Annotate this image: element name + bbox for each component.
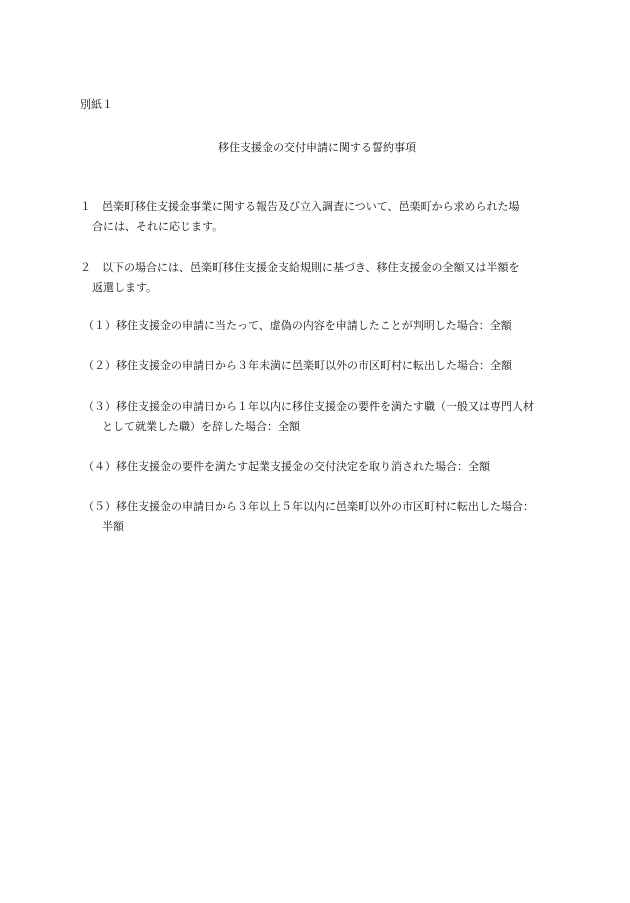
refund-case-5 [83,497,534,537]
document-title: 移住支援金の交付申請に関する誓約事項 [218,141,416,154]
pledge-item-number: １ [80,200,91,213]
refund-case-text-line2: として就業した職）を辞した場合：全額 [102,420,300,433]
pledge-item-2 [80,258,520,298]
pledge-item-text-line2: 合には、それに応じます。 [92,220,224,233]
appendix-label: 別紙１ [80,98,113,111]
pledge-item-number: ２ [80,261,91,274]
refund-case-1 [83,316,512,336]
refund-case-2 [83,356,512,376]
refund-case-text-line1: （５）移住支援金の申請日から３年以上５年以内に邑楽町以外の市区町村に転出した場合： [83,500,534,513]
refund-case-4 [83,457,490,477]
pledge-item-text-line2: 返還します。 [92,281,158,294]
refund-case-text: （２）移住支援金の申請日から３年未満に邑楽町以外の市区町村に転出した場合：全額 [83,359,512,372]
refund-case-text: （１）移住支援金の申請に当たって、虚偽の内容を申請したことが判明した場合：全額 [83,319,512,332]
refund-case-text: （４）移住支援金の要件を満たす起業支援金の交付決定を取り消された場合：全額 [83,460,490,473]
pledge-item-text-line1: 邑楽町移住支援金事業に関する報告及び立入調査について、邑楽町から求められた場 [102,200,520,213]
refund-case-text-line2: 半額 [102,520,124,533]
refund-case-3 [83,397,534,437]
pledge-item-1 [80,197,520,237]
pledge-item-text-line1: 以下の場合には、邑楽町移住支援金支給規則に基づき、移住支援金の全額又は半額を [102,261,520,274]
refund-case-text-line1: （３）移住支援金の申請日から１年以内に移住支援金の要件を満たす職（一般又は専門人材 [83,400,534,413]
